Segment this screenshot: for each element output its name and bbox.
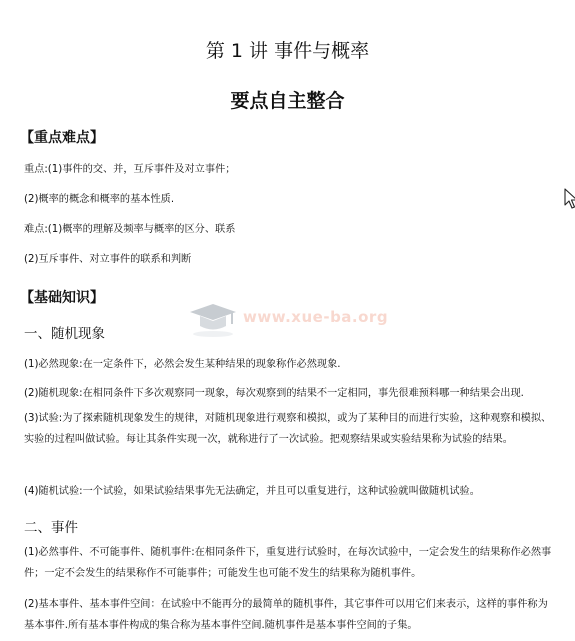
key-point-line: (2)互斥事件、对立事件的联系和判断 [24,254,192,265]
list-item: (1)必然事件、不可能事件、随机事件:在相同条件下，重复进行试验时，在每次试验中，一定会发生的结果称作必然事件；一定不会发生的结果称作不可能事件；可能发生也可能不发生的结果称为随机事件。 [24,547,552,579]
graduation-cap-icon [186,300,240,340]
list-item: (3)试验:为了探索随机现象发生的规律，对随机现象进行观察和模拟，或为了某种目的而进行实验，这种观察和模拟、实验的过程叫做试验。每让其条件实现一次，就称进行了一次试验。把观察结果或实验结果称为试验的结果。 [24,413,552,445]
key-point-line: 难点:(1)概率的理解及频率与概率的区分、联系 [24,224,236,235]
subsection-heading-random-phenomena: 一、随机现象 [24,326,105,342]
page-title: 第 1 讲 事件与概率 [205,40,370,62]
mouse-pointer-icon [564,188,575,210]
watermark-text: www.xue-ba.org [243,308,389,326]
list-item: (2)随机现象:在相同条件下多次观察同一现象，每次观察到的结果不一定相同，事先很难预料哪一种结果会出现. [24,388,524,399]
list-item: (4)随机试验:一个试验，如果试验结果事先无法确定，并且可以重复进行，这种试验就叫做随机试验。 [24,486,480,497]
watermark [186,300,389,340]
section-heading-basics: 【基础知识】 [20,290,104,306]
page-subtitle: 要点自主整合 [230,90,345,112]
subsection-heading-events: 二、事件 [24,520,78,536]
key-point-line: (2)概率的概念和概率的基本性质. [24,194,175,205]
section-heading-key-points: 【重点难点】 [20,130,104,146]
list-item: (2)基本事件、基本事件空间：在试验中不能再分的最简单的随机事件，其它事件可以用它们来表示，这样的事件称为基本事件.所有基本事件构成的集合称为基本事件空间.随机事件是基本事件空间的子集。 [24,599,548,631]
key-point-line: 重点:(1)事件的交、并，互斥事件及对立事件； [24,164,236,175]
list-item: (1)必然现象:在一定条件下，必然会发生某种结果的现象称作必然现象. [24,359,341,370]
